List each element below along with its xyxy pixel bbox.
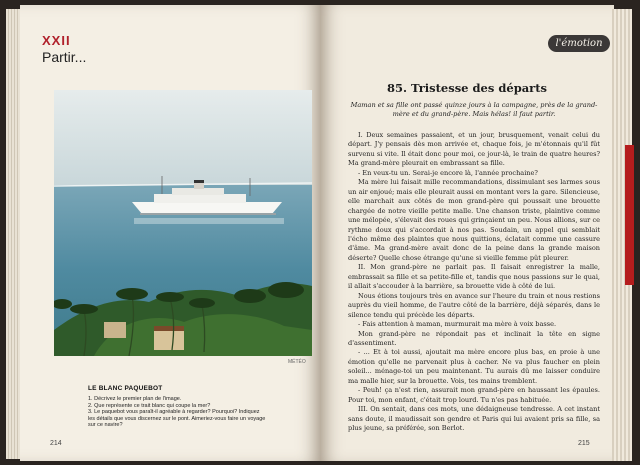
paragraph: Nous étions toujours très en avance sur l'heure du train et nous restions auprès du vieil homme, de l'autre côté de la barrière, déjà séparés, dans le silence tendu qui précède les départs. [348, 291, 600, 319]
page-number-right: 215 [578, 440, 590, 447]
page-number-left: 214 [50, 440, 62, 447]
intro-text: Maman et sa fille ont passé quinze jours à la campagne, près de la grand-mère et du grand-père. Mais hélas! il faut partir. [350, 101, 598, 118]
question-line: 2. Que représente ce trait blanc qui coupe la mer? [88, 402, 211, 409]
ship-photo-illustration [54, 90, 312, 356]
bookmark-tab [625, 145, 634, 285]
paragraph: - Peuh! ça n'est rien, assurait mon grand-père en haussant les épaules. Pour toi, mon enfant, c'était trop lourd. Tu n'es pas habituée. [348, 386, 600, 404]
section-title: 85. Tristesse des départs [386, 81, 548, 95]
chapter-title: Partir... [42, 49, 87, 65]
paragraph: II. Mon grand-père ne parlait pas. Il faisait enregistrer la malle, embrassait sa fille et sa petite-fille et, tandis que nous passions sur le quai, il allait s'accouder à la barrière, sa brouette vide à côté de lui. [348, 263, 600, 291]
paragraph: Ma mère lui faisait mille recommandations, dissimulant ses larmes sous un air enjoué; mais elle pleurait aussi en montant vers la gare. Silencieuse, elle marchait aux côtés de mon grand-père qui poussait une brouette chargée de notre vieille petite malle. Une chanson triste, plaintive comme une mélopée, s'élevait des roues qui grinçaient un peu. Nous allions, sur ce rythme doux qui s'accordait à nos pas. Soudain, un appel qui semblait l'écho même des plaintes que nous quittions, éclatait comme une cassure d'âme. Ma grand-mère avait donc de la peine dans la grande maison déserte? Quelle chose étrange qu'une si vieille femme pût pleurer. [348, 178, 600, 262]
paragraph: I. Deux semaines passaient, et un jour, brusquement, venait celui du départ. J'y pensais dès mon arrivée et, chaque fois, je m'étonnais qu'il fût survenu si vite. Il était donc pour moi, ce jour-là, le train de quatre heures? Ma grand-mère pleurait en embrassant sa fille. [348, 131, 600, 168]
left-page [20, 5, 320, 461]
question-line: les détails que vous discernez sur le pont. Aimeriez-vous faire un voyage [88, 415, 266, 422]
caption-title: LE BLANC PAQUEBOT [88, 385, 163, 392]
theme-badge: l'émotion [548, 35, 610, 52]
question-line: 3. Le paquebot vous paraît-il agréable à regarder? Pourquoi? Indiquez [88, 409, 260, 415]
body-text [348, 131, 600, 434]
open-book [6, 5, 634, 461]
photo-caption [88, 385, 308, 429]
photo-credit: MÉTÉO [288, 359, 306, 365]
paragraph: - ... Et à toi aussi, ajoutait ma mère encore plus bas, en proie à une émotion qu'elle ne parvenait plus à cacher. Ne va plus faucher en plein soleil... ménage-toi un peu maintenant. Tu aurais dû me laisser conduire ma malle hier, sur la brouette. Vois, tes mains tremblent. [348, 348, 600, 385]
paragraph: - Fais attention à maman, murmurait ma mère à voix basse. [358, 320, 557, 329]
paragraph: - En veux-tu un. Serai-je encore là, l'année prochaine? [358, 168, 538, 177]
question-line: sur ce navire? [88, 422, 123, 428]
paragraph: III. On sentait, dans ces mots, une dédaigneuse tendresse. A cet instant sans doute, il maudissait son gendre et Paris qui lui avaient pris sa fille, sa plus jeune, sa préférée, son Berlot. [348, 405, 600, 433]
paragraph: Mon grand-père ne répondait pas et inclinait la tête en signe d'assentiment. [348, 329, 600, 347]
ship-photo [54, 90, 312, 356]
chapter-number: XXII [42, 33, 71, 48]
question-line: 1. Décrivez le premier plan de l'image. [88, 396, 182, 402]
right-page [320, 5, 614, 461]
